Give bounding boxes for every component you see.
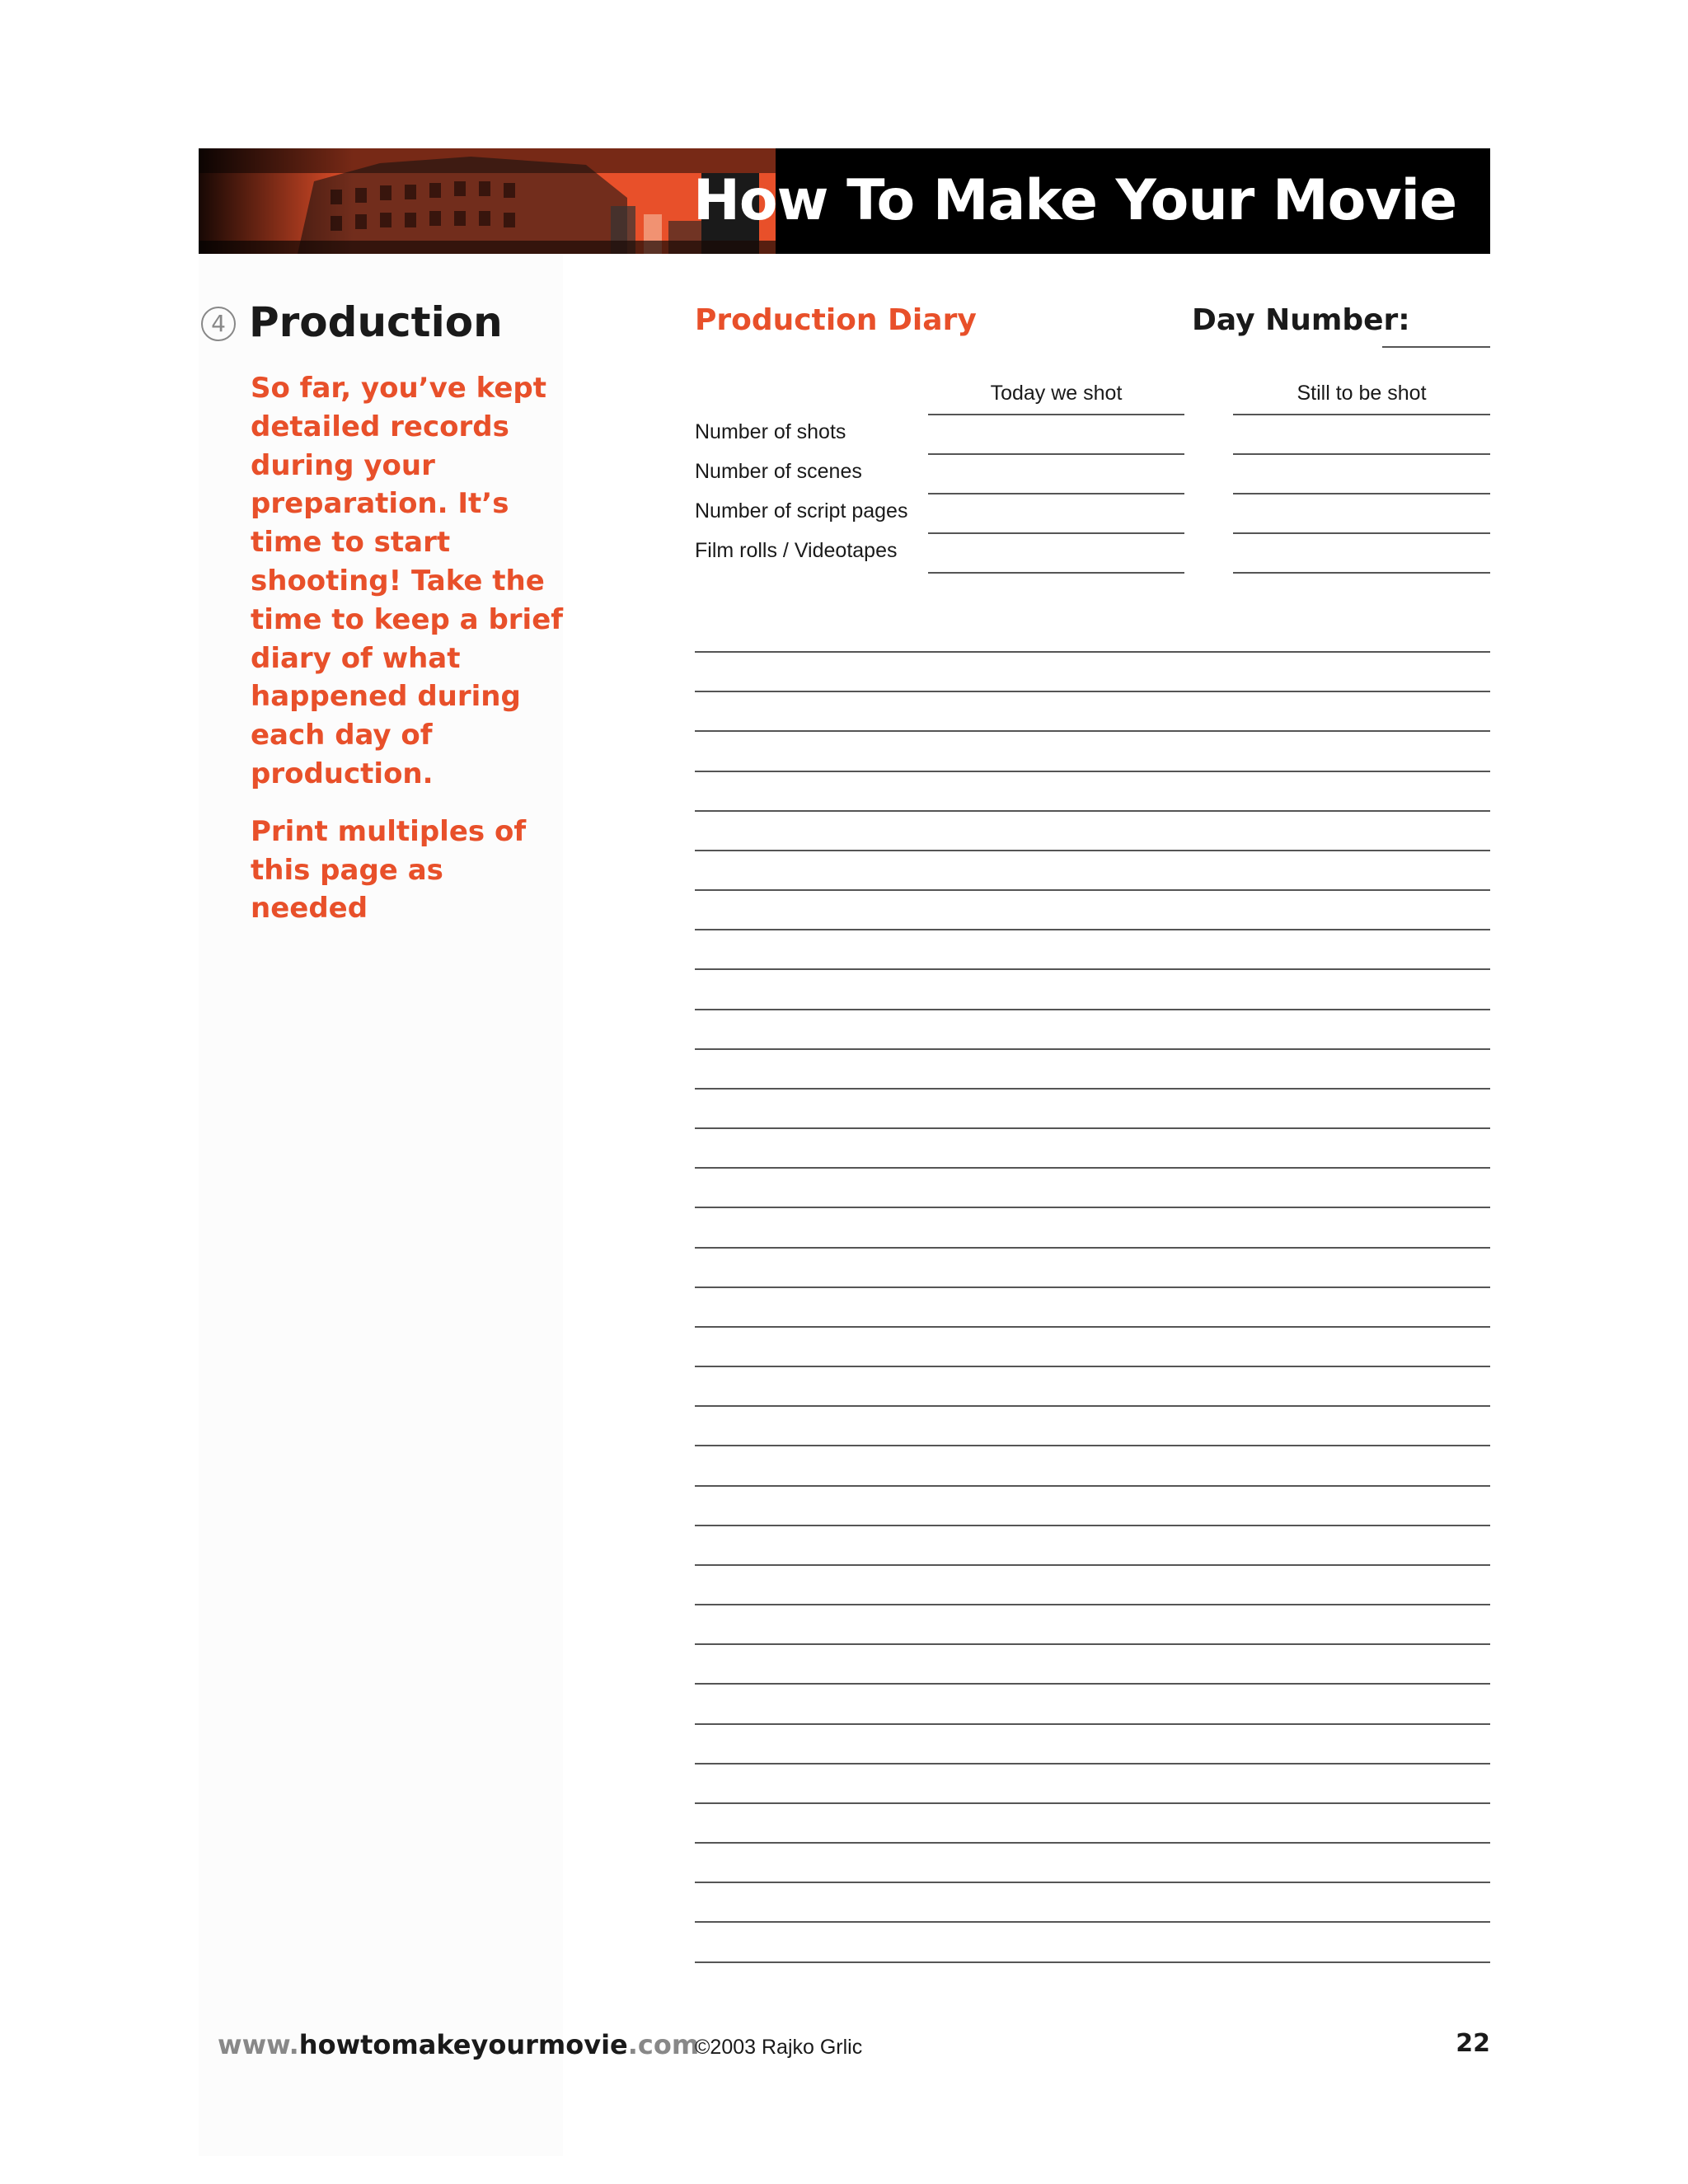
shots-today-field[interactable] <box>928 453 1184 455</box>
day-number-field[interactable] <box>1382 346 1490 348</box>
section-number-badge: 4 <box>201 307 236 341</box>
diary-note-line[interactable] <box>695 1802 1490 1804</box>
intro-text <box>251 369 564 928</box>
diary-note-line[interactable] <box>695 810 1490 812</box>
scenes-today-field[interactable] <box>928 493 1184 494</box>
diary-note-line[interactable] <box>695 1326 1490 1328</box>
diary-note-line[interactable] <box>695 968 1490 970</box>
column-header-today: Today we shot <box>990 382 1123 405</box>
diary-note-line[interactable] <box>695 1048 1490 1050</box>
diary-note-line[interactable] <box>695 850 1490 851</box>
url-domain: howtomakeyourmovie <box>298 2029 628 2060</box>
row-label-scenes: Number of scenes <box>695 460 862 483</box>
diary-note-line[interactable] <box>695 1485 1490 1487</box>
diary-note-line[interactable] <box>695 1088 1490 1090</box>
diary-note-line[interactable] <box>695 929 1490 930</box>
row-label-film-rolls: Film rolls / Videotapes <box>695 539 898 562</box>
film-rolls-remaining-field[interactable] <box>1233 572 1490 574</box>
diary-note-line[interactable] <box>695 730 1490 732</box>
diary-note-line[interactable] <box>695 1961 1490 1963</box>
diary-note-line[interactable] <box>695 771 1490 772</box>
diary-note-line[interactable] <box>695 1247 1490 1249</box>
diary-note-line[interactable] <box>695 1763 1490 1765</box>
page-number: 22 <box>1456 2029 1490 2058</box>
shots-remaining-field[interactable] <box>1233 453 1490 455</box>
diary-note-line[interactable] <box>695 1127 1490 1129</box>
diary-note-line[interactable] <box>695 1445 1490 1446</box>
column-header-remaining: Still to be shot <box>1296 382 1427 405</box>
diary-note-line[interactable] <box>695 1167 1490 1169</box>
diary-note-line[interactable] <box>695 651 1490 653</box>
diary-note-line[interactable] <box>695 1525 1490 1526</box>
day-number-label: Day Number: <box>1192 303 1410 337</box>
diary-title: Production Diary <box>695 303 977 337</box>
scenes-remaining-field[interactable] <box>1233 493 1490 494</box>
banner-title: How To Make Your Movie <box>693 168 1457 233</box>
diary-note-line[interactable] <box>695 1723 1490 1725</box>
url-prefix: www. <box>218 2029 299 2060</box>
header-banner <box>199 148 1490 254</box>
column-rule <box>1233 414 1490 415</box>
film-rolls-today-field[interactable] <box>928 572 1184 574</box>
diary-note-line[interactable] <box>695 1683 1490 1685</box>
copyright-notice: ©2003 Rajko Grlic <box>695 2036 863 2059</box>
diary-note-line[interactable] <box>695 889 1490 891</box>
diary-note-line[interactable] <box>695 1405 1490 1407</box>
footer-website-link[interactable] <box>218 2029 699 2060</box>
diary-note-line[interactable] <box>695 1604 1490 1605</box>
diary-note-line[interactable] <box>695 691 1490 692</box>
row-label-script-pages: Number of script pages <box>695 499 908 523</box>
script-pages-today-field[interactable] <box>928 532 1184 534</box>
column-rule <box>928 414 1184 415</box>
url-suffix: .com <box>627 2029 700 2060</box>
diary-note-line[interactable] <box>695 1921 1490 1923</box>
diary-note-line[interactable] <box>695 1207 1490 1208</box>
row-label-shots: Number of shots <box>695 420 846 443</box>
diary-note-line[interactable] <box>695 1009 1490 1010</box>
script-pages-remaining-field[interactable] <box>1233 532 1490 534</box>
diary-note-line[interactable] <box>695 1564 1490 1566</box>
diary-note-line[interactable] <box>695 1882 1490 1883</box>
diary-note-line[interactable] <box>695 1842 1490 1844</box>
section-title: Production <box>249 298 503 346</box>
diary-note-line[interactable] <box>695 1643 1490 1645</box>
intro-paragraph: So far, you’ve kept detailed records during your preparation. It’s time to start shooting! Take the time to keep a brief diary of what happened during each day of production. <box>251 372 564 790</box>
diary-note-line[interactable] <box>695 1286 1490 1288</box>
intro-note: Print multiples of this page as needed <box>251 814 527 926</box>
diary-note-line[interactable] <box>695 1366 1490 1367</box>
